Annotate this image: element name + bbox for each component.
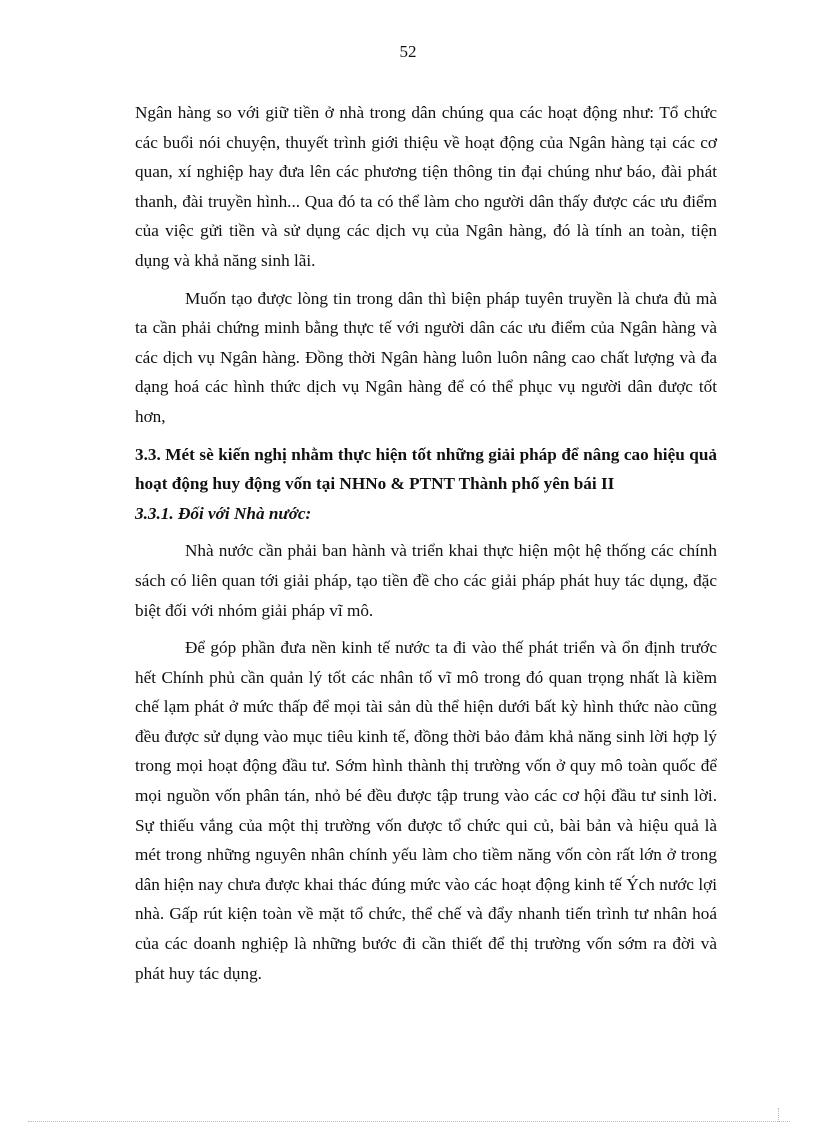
paragraph-continued: Ngân hàng so với giữ tiền ở nhà trong dân chúng qua các hoạt động như: Tổ chức các buổi nói chuyện, thuyết trình giới thiệu về hoạt động của Ngân hàng tại các cơ quan, xí nghiệp hay đưa lên các phương tiện thông tin đại chúng như báo, đài phát thanh, đài truyền hình... Qua đó ta có thể làm cho người dân thấy được các ưu điểm của việc gửi tiền và sử dụng các dịch vụ của Ngân hàng, đó là tính an toàn, tiện dụng và khả năng sinh lãi. xyxy=(135,103,717,270)
paragraph-macro-economy: Để góp phần đưa nền kinh tế nước ta đi vào thế phát triển và ổn định trước hết Chính phủ cần quản lý tốt các nhân tố vĩ mô trong đó quan trọng nhất là kiềm chế lạm phát ở mức thấp để mọi tài sản dù thể hiện dưới bất kỳ hình thức nào cũng đều được sử dụng vào mục tiêu kinh tế, đồng thời bảo đảm khả năng sinh lời hợp lý trong mọi hoạt động đầu tư. Sớm hình thành thị trường vốn ở quy mô toàn quốc để mọi nguồn vốn phân tán, nhỏ bé đều được tập trung vào các cơ hội đầu tư sinh lời. Sự thiếu vắng của một thị trường vốn được tổ chức qui củ, bài bản và hiệu quả là mét trong những nguyên nhân chính yếu làm cho tiềm năng vốn còn rất lớn ở trong dân hiện nay chưa được khai thác đúng mức vào các hoạt động kinh tế Ých nước lợi nhà. Gấp rút kiện toàn về mặt tổ chức, thể chế và đẩy nhanh tiến trình tư nhân hoá của các doanh nghiệp là những bước đi cần thiết để thị trường vốn sớm ra đời và phát huy tác dụng. xyxy=(135,638,717,983)
section-heading: 3.3. Mét sè kiến nghị nhằm thực hiện tốt những giải pháp để nâng cao hiệu quả hoạt động huy động vốn tại NHNo & PTNT Thành phố yên bái II xyxy=(135,444,717,494)
page-content xyxy=(135,98,717,988)
paragraph-trust: Muốn tạo được lòng tin trong dân thì biện pháp tuyên truyền là chưa đủ mà ta cần phải chứng minh bằng thực tế với người dân các ưu điểm của Ngân hàng và các dịch vụ Ngân hàng. Đồng thời Ngân hàng luôn luôn nâng cao chất lượng và đa dạng hoá các hình thức dịch vụ Ngân hàng để có thể phục vụ người dân được tốt hơn, xyxy=(135,288,717,426)
footer-corner-mark xyxy=(778,1108,779,1122)
paragraph-state-policy: Nhà nước cần phải ban hành và triển khai thực hiện một hệ thống các chính sách có liên quan tới giải pháp, tạo tiền đề cho các giải pháp phát huy tác dụng, đặc biệt đối với nhóm giải pháp vĩ mô. xyxy=(135,541,717,620)
page-number: 52 xyxy=(399,42,417,61)
footer-dotted-rule xyxy=(28,1121,790,1122)
subsection-heading: 3.3.1. Đối với Nhà nước: xyxy=(135,503,312,523)
